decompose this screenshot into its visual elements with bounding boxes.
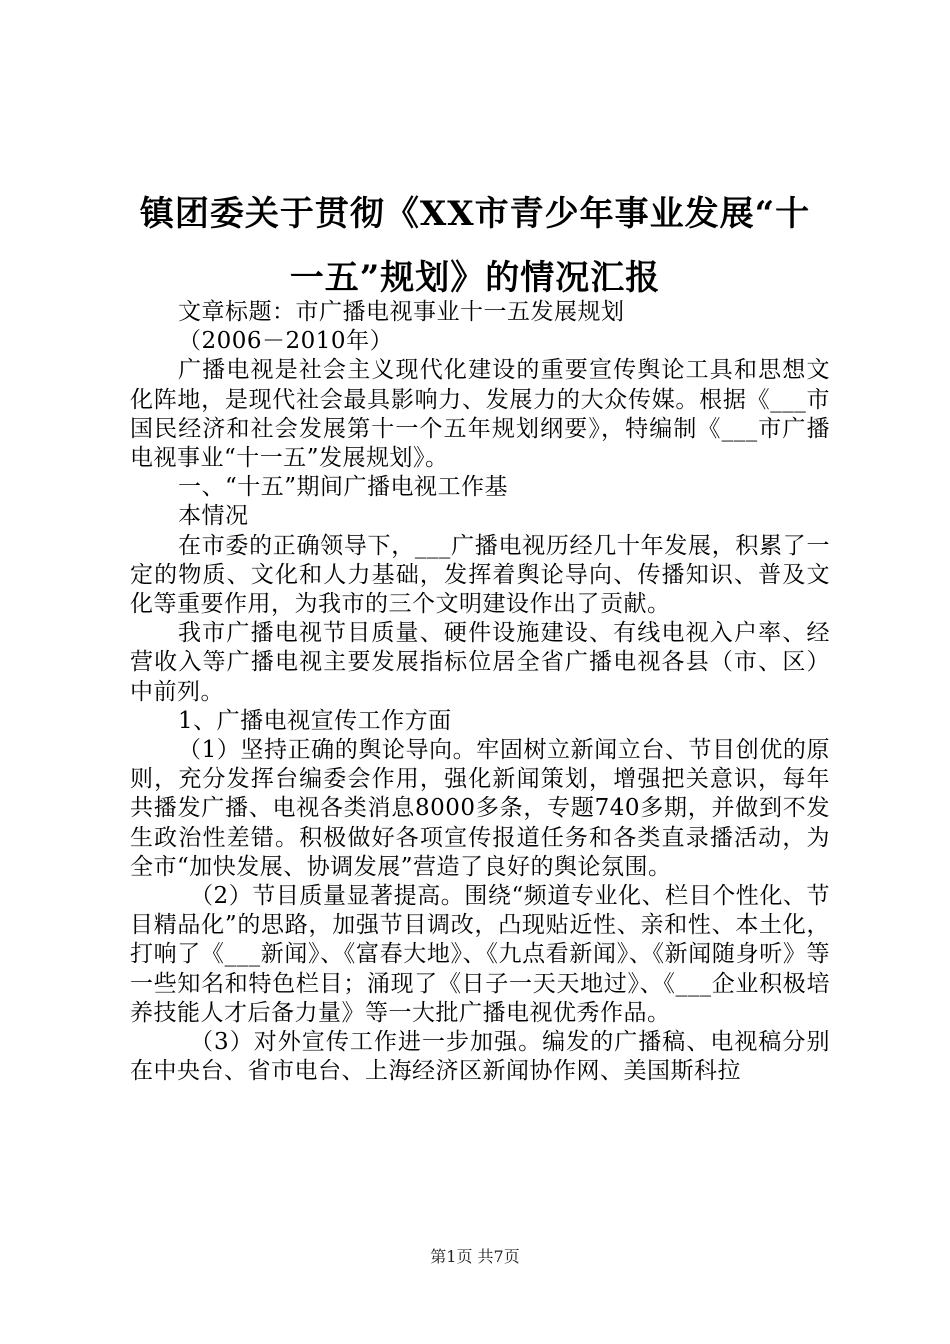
- section-heading-1: 一、“十五”期间广播电视工作基: [178, 474, 509, 501]
- document-body: [130, 298, 830, 1086]
- title-line-2: 一五”规划》的情况汇报: [289, 258, 661, 298]
- paragraph-item-3: （3）对外宣传工作进一步加强。编发的广播稿、电视稿分别在中央台、省市电台、上海经济区新闻协作网、美国斯科拉: [130, 1029, 830, 1085]
- paragraph-intro: 广播电视是社会主义现代化建设的重要宣传舆论工具和思想文化阵地，是现代社会最具影响力、发展力的大众传媒。根据《___市国民经济和社会发展第十一个五年规划纲要》，特编制《___市广播电视事业“十一五”发展规划》。: [130, 357, 830, 472]
- document-title: [120, 182, 830, 310]
- page-footer: 第1页 共7页: [430, 1247, 520, 1266]
- year-range-line: （2006－2010年）: [178, 328, 394, 355]
- article-title-line: 文章标题：市广播电视事业十一五发展规划: [178, 299, 625, 325]
- title-line-1: 镇团委关于贯彻《XX市青少年事业发展“十: [139, 194, 811, 234]
- paragraph-ranking: 我市广播电视节目质量、硬件设施建设、有线电视入户率、经营收入等广播电视主要发展指标位居全省广播电视各县（市、区）中前列。: [130, 620, 830, 705]
- paragraph-item-2: （2）节目质量显著提高。围绕“频道专业化、栏目个性化、节目精品化”的思路，加强节目调改，凸现贴近性、亲和性、本土化，打响了《___新闻》、《富春大地》、《九点看新闻》、《新闻随身听》等一些知名和特色栏目；涌现了《日子一天天地过》、《___企业积极培养技能人才后备力量》等一大批广播电视优秀作品。: [130, 883, 830, 1026]
- subsection-heading-1: 1、广播电视宣传工作方面: [178, 707, 452, 734]
- paragraph-item-1: （1）坚持正确的舆论导向。牢固树立新闻立台、节目创优的原则，充分发挥台编委会作用，强化新闻策划，增强把关意识，每年共播发广播、电视各类消息8000多条，专题740多期，并做到不发生政治性差错。积极做好各项宣传报道任务和各类直录播活动，为全市“加快发展、协调发展”营造了良好的舆论氛围。: [130, 737, 830, 880]
- paragraph-leadership: 在市委的正确领导下，___广播电视历经几十年发展，积累了一定的物质、文化和人力基础，发挥着舆论导向、传播知识、普及文化等重要作用，为我市的三个文明建设作出了贡献。: [130, 532, 830, 618]
- section-heading-1-cont: 本情况: [178, 503, 249, 530]
